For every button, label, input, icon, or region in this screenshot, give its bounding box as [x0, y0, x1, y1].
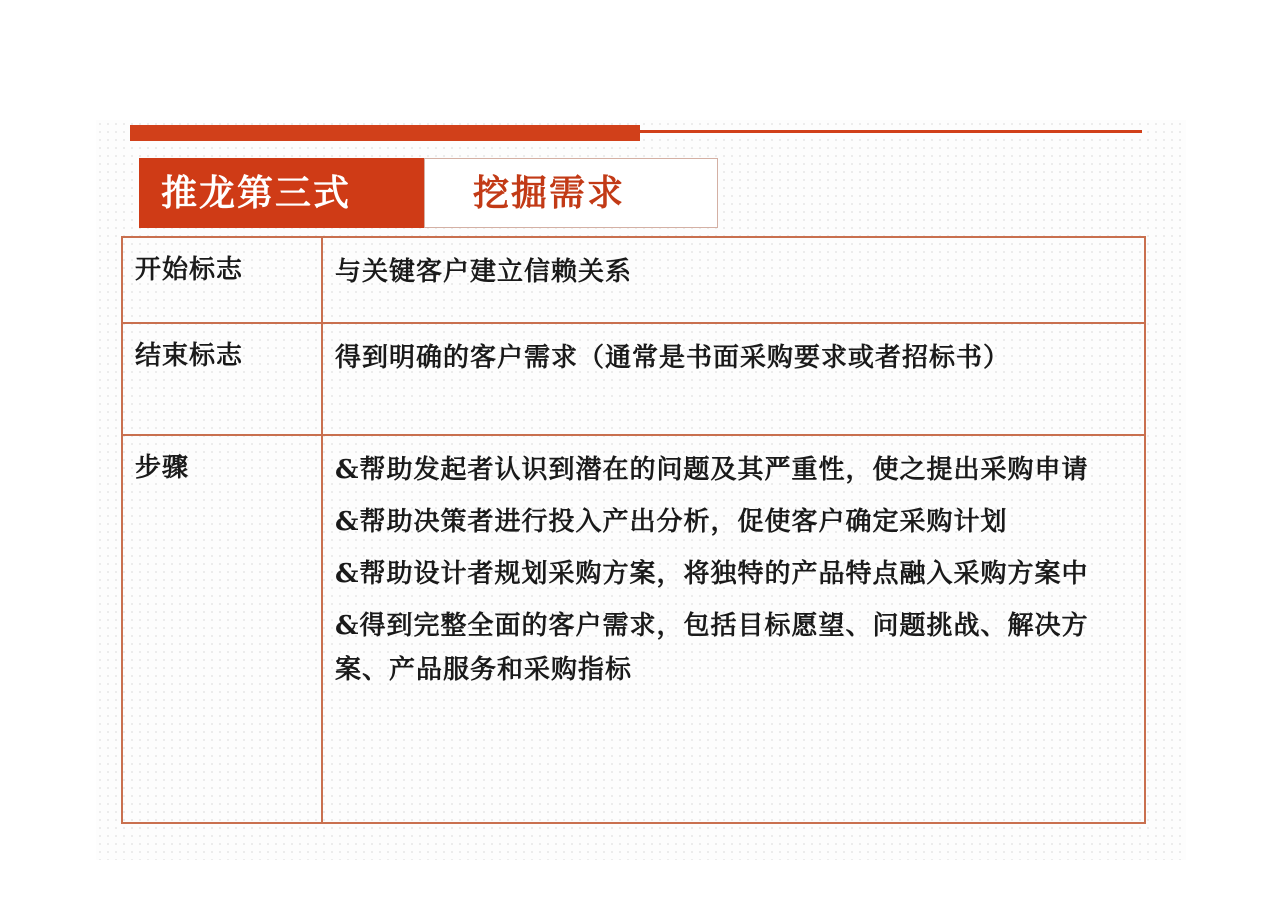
- content-table: [121, 236, 1146, 824]
- step-item: &得到完整全面的客户需求，包括目标愿望、问题挑战、解决方案、产品服务和采购指标: [335, 611, 1089, 685]
- steps-list: [322, 435, 1145, 823]
- step-item: &帮助决策者进行投入产出分析，促使客户确定采购计划: [335, 507, 1008, 537]
- table-row-steps: [122, 435, 1145, 823]
- row-label: 开始标志: [122, 237, 322, 323]
- slide-title-left: 推龙第三式: [139, 158, 424, 228]
- step-item: &帮助发起者认识到潜在的问题及其严重性，使之提出采购申请: [335, 455, 1089, 485]
- step-item: &帮助设计者规划采购方案，将独特的产品特点融入采购方案中: [335, 559, 1089, 589]
- table-row-end: [122, 323, 1145, 435]
- row-content: 与关键客户建立信赖关系: [322, 237, 1145, 323]
- row-label: 步骤: [122, 435, 322, 823]
- header-accent-bar-thick: [130, 125, 640, 141]
- table-row-start: [122, 237, 1145, 323]
- row-content: 得到明确的客户需求（通常是书面采购要求或者招标书）: [322, 323, 1145, 435]
- row-label: 结束标志: [122, 323, 322, 435]
- slide-title-right: 挖掘需求: [424, 158, 718, 228]
- header-accent-bar-thin: [640, 130, 1142, 133]
